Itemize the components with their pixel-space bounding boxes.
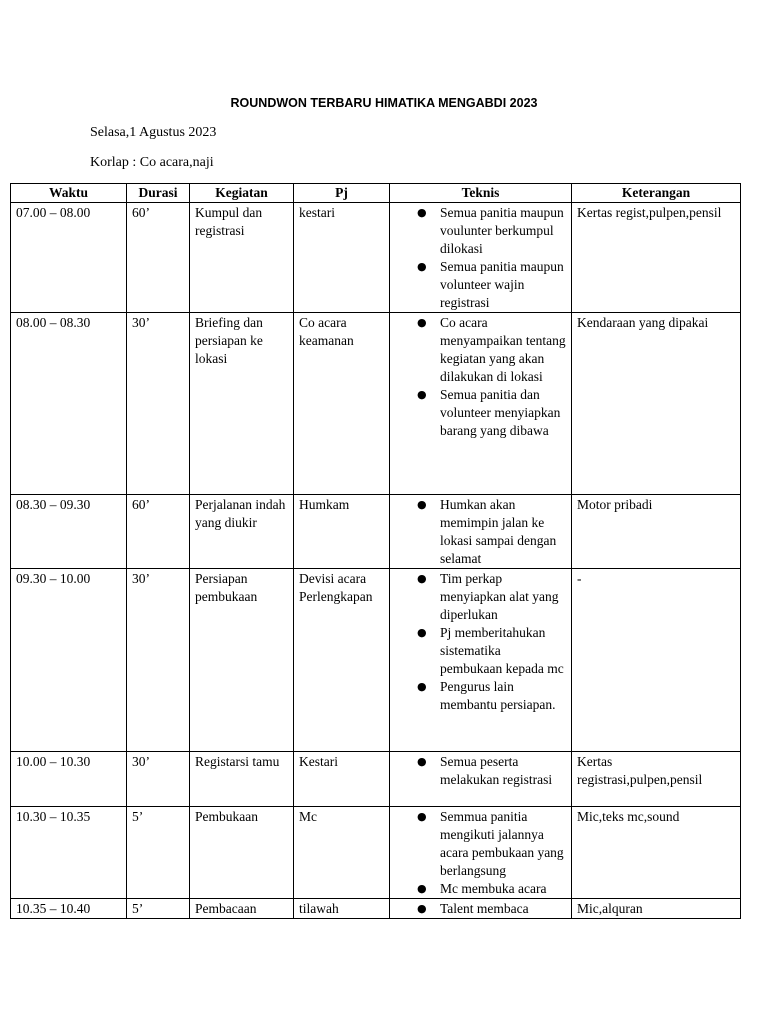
cell-pj: Devisi acara Perlengkapan: [294, 569, 390, 752]
teknis-item: ● Semua panitia maupun volunteer wajin registrasi: [417, 259, 564, 310]
cell-pj: Co acara keamanan: [294, 313, 390, 495]
cell-durasi: 60’: [127, 203, 190, 313]
teknis-list: [395, 900, 566, 918]
table-row: [11, 807, 741, 899]
cell-keterangan: Mic,teks mc,sound: [572, 807, 741, 899]
table-row: [11, 203, 741, 313]
teknis-list: [395, 496, 566, 568]
cell-teknis: [390, 752, 572, 807]
document-title: ROUNDWON TERBARU HIMATIKA MENGABDI 2023: [230, 96, 538, 110]
cell-teknis: [390, 313, 572, 495]
cell-kegiatan: Kumpul dan registrasi: [190, 203, 294, 313]
bullet-icon: ●: [417, 206, 427, 219]
cell-kegiatan: Pembukaan: [190, 807, 294, 899]
table-row: [11, 752, 741, 807]
cell-durasi: 5’: [127, 899, 190, 919]
bullet-icon: ●: [417, 260, 427, 273]
bullet-icon: ●: [417, 626, 427, 639]
cell-teknis: [390, 203, 572, 313]
header-keterangan: Keterangan: [572, 184, 741, 203]
cell-waktu: 08.30 – 09.30: [11, 495, 127, 569]
teknis-item: ● Mc membuka acara: [417, 881, 547, 896]
cell-pj: Kestari: [294, 752, 390, 807]
table-header: [11, 184, 741, 203]
bullet-icon: ●: [417, 680, 427, 693]
cell-teknis: [390, 569, 572, 752]
cell-kegiatan: Perjalanan indah yang diukir: [190, 495, 294, 569]
cell-pj: tilawah: [294, 899, 390, 919]
teknis-item: ● Semmua panitia mengikuti jalannya acara pembukaan yang berlangsung: [417, 809, 564, 878]
header-durasi: Durasi: [127, 184, 190, 203]
cell-waktu: 10.30 – 10.35: [11, 807, 127, 899]
cell-keterangan: Motor pribadi: [572, 495, 741, 569]
event-date: Selasa,1 Agustus 2023: [90, 125, 217, 140]
cell-kegiatan: Registarsi tamu: [190, 752, 294, 807]
bullet-icon: ●: [417, 810, 427, 823]
teknis-item: ● Semua panitia maupun voulunter berkumpul dilokasi: [417, 205, 564, 256]
cell-durasi: 30’: [127, 313, 190, 495]
header-teknis: Teknis: [390, 184, 572, 203]
bullet-icon: ●: [417, 498, 427, 511]
teknis-list: [395, 753, 566, 789]
table-row: [11, 899, 741, 919]
teknis-list: [395, 314, 566, 440]
teknis-item: ● Semua panitia dan volunteer menyiapkan barang yang dibawa: [417, 387, 561, 438]
cell-keterangan: Kertas registrasi,pulpen,pensil: [572, 752, 741, 807]
teknis-item: ● Pengurus lain membantu persiapan.: [417, 679, 556, 712]
bullet-icon: ●: [417, 882, 427, 895]
cell-teknis: [390, 899, 572, 919]
cell-durasi: 60’: [127, 495, 190, 569]
cell-kegiatan: Briefing dan persiapan ke lokasi: [190, 313, 294, 495]
cell-pj: Humkam: [294, 495, 390, 569]
bullet-icon: ●: [417, 316, 427, 329]
teknis-item: ● Semua peserta melakukan registrasi: [417, 754, 553, 787]
cell-durasi: 30’: [127, 752, 190, 807]
bullet-icon: ●: [417, 388, 427, 401]
teknis-item: ● Humkan akan memimpin jalan ke lokasi sampai dengan selamat: [417, 497, 557, 566]
cell-waktu: 09.30 – 10.00: [11, 569, 127, 752]
teknis-list: [395, 808, 566, 898]
table-body: [11, 203, 741, 919]
header-waktu: Waktu: [11, 184, 127, 203]
header-kegiatan: Kegiatan: [190, 184, 294, 203]
table-row: [11, 569, 741, 752]
cell-waktu: 10.00 – 10.30: [11, 752, 127, 807]
cell-waktu: 08.00 – 08.30: [11, 313, 127, 495]
table-row: [11, 495, 741, 569]
teknis-item: ● Co acara menyampaikan tentang kegiatan yang akan dilakukan di lokasi: [417, 315, 566, 384]
cell-pj: kestari: [294, 203, 390, 313]
cell-keterangan: -: [572, 569, 741, 752]
teknis-list: [395, 570, 566, 714]
cell-waktu: 07.00 – 08.00: [11, 203, 127, 313]
cell-kegiatan: Pembacaan: [190, 899, 294, 919]
cell-teknis: [390, 495, 572, 569]
teknis-item: ● Talent membaca: [417, 901, 529, 916]
bullet-icon: ●: [417, 902, 427, 915]
cell-durasi: 30’: [127, 569, 190, 752]
bullet-icon: ●: [417, 572, 427, 585]
teknis-item: ● Pj memberitahukan sistematika pembukaan kepada mc: [417, 625, 564, 676]
cell-kegiatan: Persiapan pembukaan: [190, 569, 294, 752]
korlap-line: Korlap : Co acara,naji: [90, 155, 214, 170]
table-row: [11, 313, 741, 495]
cell-teknis: [390, 807, 572, 899]
cell-keterangan: Mic,alquran: [572, 899, 741, 919]
header-row: [11, 184, 741, 203]
cell-pj: Mc: [294, 807, 390, 899]
teknis-item: ● Tim perkap menyiapkan alat yang diperlukan: [417, 571, 559, 622]
teknis-list: [395, 204, 566, 312]
rundown-table: [10, 183, 741, 919]
cell-durasi: 5’: [127, 807, 190, 899]
cell-waktu: 10.35 – 10.40: [11, 899, 127, 919]
cell-keterangan: Kertas regist,pulpen,pensil: [572, 203, 741, 313]
cell-keterangan: Kendaraan yang dipakai: [572, 313, 741, 495]
bullet-icon: ●: [417, 755, 427, 768]
header-pj: Pj: [294, 184, 390, 203]
